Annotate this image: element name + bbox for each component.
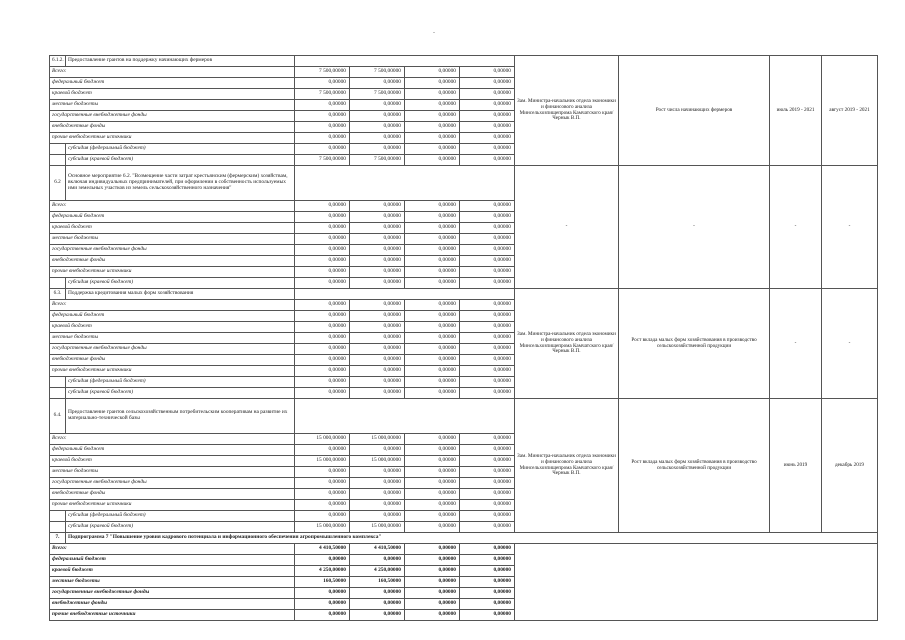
amount-cell: 15 000,00000 xyxy=(295,522,350,533)
section-code: 6.3. xyxy=(50,289,66,300)
amount-cell: 0,00000 xyxy=(405,212,460,223)
amount-cell: 0,00000 xyxy=(295,245,350,256)
section-header-row xyxy=(50,56,878,67)
end-cell: - xyxy=(822,166,878,289)
amount-cell: 0,00000 xyxy=(295,478,350,489)
amount-cell: 15 000,00000 xyxy=(350,456,405,467)
amount-cell: 0,00000 xyxy=(295,445,350,456)
amount-cell: 0,00000 xyxy=(405,223,460,234)
amount-cell: 0,00000 xyxy=(460,122,515,133)
amount-cell: 0,00000 xyxy=(295,467,350,478)
amount-cell: 0,00000 xyxy=(460,133,515,144)
source-label: федеральный бюджет xyxy=(50,78,295,89)
source-label: субсидия (краевой бюджет) xyxy=(66,278,295,289)
source-label: федеральный бюджет xyxy=(50,555,295,566)
amount-cell: 0,00000 xyxy=(295,256,350,267)
amount-cell: 0,00000 xyxy=(405,599,460,610)
amount-cell: 0,00000 xyxy=(405,566,460,577)
indent-cell xyxy=(50,511,66,522)
amount-cell: 0,00000 xyxy=(405,155,460,166)
source-label: местные бюджеты xyxy=(50,577,295,588)
amount-cell: 0,00000 xyxy=(405,434,460,445)
amount-cell: 0,00000 xyxy=(460,445,515,456)
amount-cell: 0,00000 xyxy=(295,511,350,522)
amount-cell: 0,00000 xyxy=(405,322,460,333)
amount-cell: 15 000,00000 xyxy=(295,456,350,467)
amount-cell: 0,00000 xyxy=(350,122,405,133)
responsible-cell: Зам. Министра-начальник отдела экономики и финансового анализа Минсельхозпищепрома Камчатского края/Чернык В.П. xyxy=(515,56,619,166)
source-label: внебюджетные фонды xyxy=(50,489,295,500)
amount-cell: 0,00000 xyxy=(350,489,405,500)
source-label: краевой бюджет xyxy=(50,223,295,234)
section-code: 6.1.2. xyxy=(50,56,66,67)
amount-cell: 0,00000 xyxy=(460,67,515,78)
section-title: Основное мероприятие 6.2. "Возмещение части затрат крестьянским (фермерским) хозяйствам, включая индивидуальных предпринимателей, при оформлении в собственность используемых ими земельных участков из земель сельскохозяйственного назначения" xyxy=(66,166,295,201)
amount-cell: 0,00000 xyxy=(405,89,460,100)
amount-cell: 0,00000 xyxy=(350,256,405,267)
amount-cell: 0,00000 xyxy=(295,278,350,289)
amount-cell: 0,00000 xyxy=(350,555,405,566)
source-label: внебюджетные фонды xyxy=(50,355,295,366)
source-label: прочие внебюджетные источники xyxy=(50,133,295,144)
amount-cell: 0,00000 xyxy=(295,333,350,344)
source-label: внебюджетные фонды xyxy=(50,256,295,267)
amount-cell: 0,00000 xyxy=(405,544,460,555)
amount-cell: 15 000,00000 xyxy=(350,522,405,533)
source-label: субсидия (краевой бюджет) xyxy=(66,388,295,399)
source-label: краевой бюджет xyxy=(50,322,295,333)
blank-right xyxy=(515,544,878,621)
amount-cell: 0,00000 xyxy=(405,489,460,500)
amount-cell: 0,00000 xyxy=(405,133,460,144)
amount-cell: 0,00000 xyxy=(405,256,460,267)
amount-cell: 0,00000 xyxy=(350,111,405,122)
result-cell: Рост вклада малых форм хозяйствования в производство сельскохозяйственной продукции xyxy=(619,399,770,533)
indent-cell xyxy=(50,522,66,533)
amount-cell: 0,00000 xyxy=(350,355,405,366)
source-label: федеральный бюджет xyxy=(50,445,295,456)
amount-cell: 0,00000 xyxy=(460,78,515,89)
source-label: краевой бюджет xyxy=(50,566,295,577)
amount-cell: 0,00000 xyxy=(460,434,515,445)
amount-cell: 0,00000 xyxy=(460,212,515,223)
source-label: государственные внебюджетные фонды xyxy=(50,478,295,489)
source-label: субсидия (федеральный бюджет) xyxy=(66,511,295,522)
amount-cell: 0,00000 xyxy=(350,267,405,278)
amount-cell: 0,00000 xyxy=(350,245,405,256)
amount-cell: 0,00000 xyxy=(350,610,405,621)
result-cell: - xyxy=(619,166,770,289)
source-label: Всего: xyxy=(50,201,295,212)
amount-cell: 0,00000 xyxy=(350,333,405,344)
amount-cell: 0,00000 xyxy=(405,111,460,122)
source-label: местные бюджеты xyxy=(50,234,295,245)
amount-cell: 0,00000 xyxy=(460,322,515,333)
section-title: Предоставление грантов сельскохозяйственным потребительским кооперативам на развитие их материально-технической базы xyxy=(66,399,295,434)
amount-cell: 0,00000 xyxy=(460,300,515,311)
amount-cell: 0,00000 xyxy=(295,267,350,278)
amount-cell: 0,00000 xyxy=(295,78,350,89)
amount-cell: 0,00000 xyxy=(460,511,515,522)
start-cell: июнь 2019 xyxy=(770,399,822,533)
amount-cell: 0,00000 xyxy=(460,500,515,511)
result-cell: Рост числа начинающих фермеров xyxy=(619,56,770,166)
start-cell: - xyxy=(770,166,822,289)
amount-cell: 0,00000 xyxy=(350,478,405,489)
responsible-cell: Зам. Министра-начальник отдела экономики и финансового анализа Минсельхозпищепрома Камчатского края/Чернык В.П. xyxy=(515,289,619,399)
amount-cell: 0,00000 xyxy=(350,223,405,234)
amount-cell: 0,00000 xyxy=(295,322,350,333)
amount-cell: 0,00000 xyxy=(460,467,515,478)
amount-cell: 0,00000 xyxy=(405,234,460,245)
amount-cell: 0,00000 xyxy=(295,355,350,366)
source-label: субсидия (краевой бюджет) xyxy=(66,155,295,166)
amount-cell: 0,00000 xyxy=(460,377,515,388)
amount-cell: 0,00000 xyxy=(350,445,405,456)
amount-cell: 0,00000 xyxy=(295,300,350,311)
amount-cell: 4 250,00000 xyxy=(295,566,350,577)
amount-cell: 0,00000 xyxy=(295,489,350,500)
blank-cell xyxy=(295,399,515,434)
amount-cell: 0,00000 xyxy=(460,388,515,399)
source-label: Всего: xyxy=(50,544,295,555)
budget-table-page xyxy=(49,55,877,621)
amount-cell: 0,00000 xyxy=(460,599,515,610)
amount-cell: 0,00000 xyxy=(350,500,405,511)
amount-cell: 0,00000 xyxy=(405,201,460,212)
source-label: Всего: xyxy=(50,434,295,445)
source-label: прочие внебюджетные источники xyxy=(50,366,295,377)
budget-table xyxy=(49,55,878,621)
amount-cell: 0,00000 xyxy=(460,100,515,111)
amount-cell: 0,00000 xyxy=(460,344,515,355)
section-title: Поддержка кредитования малых форм хозяйствования xyxy=(66,289,295,300)
amount-cell: 0,00000 xyxy=(350,234,405,245)
source-label: федеральный бюджет xyxy=(50,311,295,322)
amount-cell: 0,00000 xyxy=(350,588,405,599)
amount-cell: 0,00000 xyxy=(350,377,405,388)
source-label: прочие внебюджетные источники xyxy=(50,267,295,278)
amount-cell: 0,00000 xyxy=(295,599,350,610)
amount-cell: 0,00000 xyxy=(405,311,460,322)
amount-cell: 0,00000 xyxy=(350,278,405,289)
amount-cell: 0,00000 xyxy=(405,67,460,78)
responsible-cell: Зам. Министра-начальник отдела экономики и финансового анализа Минсельхозпищепрома Камчатского края/Чернык В.П. xyxy=(515,399,619,533)
indent-cell xyxy=(50,155,66,166)
source-label: прочие внебюджетные источники xyxy=(50,610,295,621)
source-label: внебюджетные фонды xyxy=(50,122,295,133)
amount-cell: 4 250,00000 xyxy=(350,566,405,577)
amount-cell: 0,00000 xyxy=(460,223,515,234)
amount-cell: 0,00000 xyxy=(295,201,350,212)
amount-cell: 0,00000 xyxy=(295,133,350,144)
amount-cell: 160,50000 xyxy=(350,577,405,588)
section-title: Предоставление грантов на поддержку начинающих фермеров xyxy=(66,56,295,67)
source-label: краевой бюджет xyxy=(50,89,295,100)
source-label: Всего: xyxy=(50,67,295,78)
amount-cell: 0,00000 xyxy=(460,333,515,344)
amount-cell: 0,00000 xyxy=(350,78,405,89)
amount-cell: 0,00000 xyxy=(405,445,460,456)
end-cell: август 2019 - 2021 xyxy=(822,56,878,166)
amount-cell: 0,00000 xyxy=(295,223,350,234)
amount-cell: 0,00000 xyxy=(460,111,515,122)
amount-cell: 0,00000 xyxy=(460,577,515,588)
amount-cell: 0,00000 xyxy=(295,500,350,511)
amount-cell: 0,00000 xyxy=(295,234,350,245)
amount-cell: 0,00000 xyxy=(295,388,350,399)
end-cell: декабрь 2019 xyxy=(822,399,878,533)
amount-cell: 0,00000 xyxy=(460,311,515,322)
indent-cell xyxy=(50,388,66,399)
amount-cell: 160,50000 xyxy=(295,577,350,588)
amount-cell: 0,00000 xyxy=(295,144,350,155)
amount-cell: 0,00000 xyxy=(295,588,350,599)
amount-cell: 0,00000 xyxy=(405,456,460,467)
subprogram-header-row xyxy=(50,533,878,544)
source-label: краевой бюджет xyxy=(50,456,295,467)
amount-cell: 4 410,50000 xyxy=(350,544,405,555)
source-label: субсидия (федеральный бюджет) xyxy=(66,377,295,388)
amount-cell: 0,00000 xyxy=(295,111,350,122)
amount-cell: 0,00000 xyxy=(350,388,405,399)
amount-cell: 0,00000 xyxy=(405,577,460,588)
amount-cell: 0,00000 xyxy=(460,355,515,366)
amount-cell: 0,00000 xyxy=(405,388,460,399)
result-cell: Рост вклада малых форм хозяйствования в производство сельскохозяйственной продукции xyxy=(619,289,770,399)
amount-cell: 0,00000 xyxy=(350,467,405,478)
source-label: прочие внебюджетные источники xyxy=(50,500,295,511)
amount-cell: 0,00000 xyxy=(350,201,405,212)
amount-cell: 0,00000 xyxy=(460,89,515,100)
blank-cell xyxy=(295,166,515,201)
section-header-row xyxy=(50,166,878,201)
source-label: внебюджетные фонды xyxy=(50,599,295,610)
amount-cell: 0,00000 xyxy=(405,144,460,155)
amount-cell: 0,00000 xyxy=(405,278,460,289)
amount-cell: 15 000,00000 xyxy=(295,434,350,445)
subprogram-title: Подпрограмма 7 "Повышение уровня кадрового потенциала и информационного обеспечения агропромышленного комплекса" xyxy=(66,533,878,544)
amount-cell: 0,00000 xyxy=(295,100,350,111)
table-row xyxy=(50,544,878,555)
blank-cell xyxy=(295,56,515,67)
amount-cell: 0,00000 xyxy=(350,144,405,155)
amount-cell: 0,00000 xyxy=(405,355,460,366)
amount-cell: 0,00000 xyxy=(405,366,460,377)
section-code: 6.2 xyxy=(50,166,66,201)
amount-cell: 0,00000 xyxy=(405,122,460,133)
source-label: местные бюджеты xyxy=(50,467,295,478)
amount-cell: 0,00000 xyxy=(405,377,460,388)
amount-cell: 0,00000 xyxy=(350,100,405,111)
amount-cell: 0,00000 xyxy=(405,610,460,621)
amount-cell: 4 410,50000 xyxy=(295,544,350,555)
amount-cell: 0,00000 xyxy=(405,344,460,355)
source-label: субсидия (краевой бюджет) xyxy=(66,522,295,533)
amount-cell: 0,00000 xyxy=(460,610,515,621)
amount-cell: 0,00000 xyxy=(350,511,405,522)
start-cell: июль 2019 - 2021 xyxy=(770,56,822,166)
amount-cell: 0,00000 xyxy=(460,256,515,267)
amount-cell: 0,00000 xyxy=(295,610,350,621)
amount-cell: 0,00000 xyxy=(295,555,350,566)
blank-cell xyxy=(295,289,515,300)
source-label: государственные внебюджетные фонды xyxy=(50,111,295,122)
amount-cell: 0,00000 xyxy=(295,366,350,377)
amount-cell: 0,00000 xyxy=(405,300,460,311)
amount-cell: 0,00000 xyxy=(460,155,515,166)
amount-cell: 0,00000 xyxy=(460,478,515,489)
amount-cell: 0,00000 xyxy=(460,366,515,377)
page-mark: . xyxy=(433,26,435,35)
amount-cell: 0,00000 xyxy=(460,234,515,245)
amount-cell: 0,00000 xyxy=(350,311,405,322)
amount-cell: 0,00000 xyxy=(295,122,350,133)
amount-cell: 7 500,00000 xyxy=(295,67,350,78)
amount-cell: 7 500,00000 xyxy=(295,89,350,100)
section-header-row xyxy=(50,399,878,434)
amount-cell: 0,00000 xyxy=(460,201,515,212)
amount-cell: 0,00000 xyxy=(405,555,460,566)
amount-cell: 0,00000 xyxy=(350,366,405,377)
source-label: местные бюджеты xyxy=(50,333,295,344)
amount-cell: 0,00000 xyxy=(350,322,405,333)
section-code: 6.4. xyxy=(50,399,66,434)
amount-cell: 0,00000 xyxy=(460,267,515,278)
source-label: субсидия (федеральный бюджет) xyxy=(66,144,295,155)
source-label: государственные внебюджетные фонды xyxy=(50,344,295,355)
indent-cell xyxy=(50,144,66,155)
amount-cell: 0,00000 xyxy=(405,500,460,511)
amount-cell: 7 500,00000 xyxy=(350,67,405,78)
amount-cell: 0,00000 xyxy=(405,467,460,478)
amount-cell: 7 500,00000 xyxy=(350,89,405,100)
amount-cell: 0,00000 xyxy=(350,300,405,311)
amount-cell: 0,00000 xyxy=(405,267,460,278)
amount-cell: 0,00000 xyxy=(350,212,405,223)
amount-cell: 0,00000 xyxy=(460,278,515,289)
amount-cell: 0,00000 xyxy=(460,522,515,533)
section-header-row xyxy=(50,289,878,300)
amount-cell: 0,00000 xyxy=(295,377,350,388)
source-label: местные бюджеты xyxy=(50,100,295,111)
amount-cell: 0,00000 xyxy=(405,100,460,111)
amount-cell: 0,00000 xyxy=(295,311,350,322)
amount-cell: 7 500,00000 xyxy=(295,155,350,166)
amount-cell: 0,00000 xyxy=(405,478,460,489)
amount-cell: 0,00000 xyxy=(460,544,515,555)
start-cell: - xyxy=(770,289,822,399)
amount-cell: 0,00000 xyxy=(405,245,460,256)
amount-cell: 0,00000 xyxy=(460,456,515,467)
source-label: федеральный бюджет xyxy=(50,212,295,223)
source-label: государственные внебюджетные фонды xyxy=(50,245,295,256)
source-label: государственные внебюджетные фонды xyxy=(50,588,295,599)
amount-cell: 0,00000 xyxy=(295,212,350,223)
source-label: Всего: xyxy=(50,300,295,311)
amount-cell: 0,00000 xyxy=(405,588,460,599)
amount-cell: 0,00000 xyxy=(460,566,515,577)
amount-cell: 0,00000 xyxy=(405,511,460,522)
amount-cell: 0,00000 xyxy=(460,489,515,500)
indent-cell xyxy=(50,377,66,388)
responsible-cell: - xyxy=(515,166,619,289)
indent-cell xyxy=(50,278,66,289)
amount-cell: 0,00000 xyxy=(405,333,460,344)
amount-cell: 7 500,00000 xyxy=(350,155,405,166)
amount-cell: 0,00000 xyxy=(460,245,515,256)
subprogram-code: 7. xyxy=(50,533,66,544)
amount-cell: 0,00000 xyxy=(295,344,350,355)
amount-cell: 0,00000 xyxy=(405,522,460,533)
table-body xyxy=(50,56,878,621)
amount-cell: 0,00000 xyxy=(460,555,515,566)
amount-cell: 0,00000 xyxy=(460,588,515,599)
amount-cell: 0,00000 xyxy=(350,344,405,355)
amount-cell: 0,00000 xyxy=(405,78,460,89)
amount-cell: 0,00000 xyxy=(350,599,405,610)
end-cell: - xyxy=(822,289,878,399)
amount-cell: 0,00000 xyxy=(460,144,515,155)
amount-cell: 15 000,00000 xyxy=(350,434,405,445)
amount-cell: 0,00000 xyxy=(350,133,405,144)
